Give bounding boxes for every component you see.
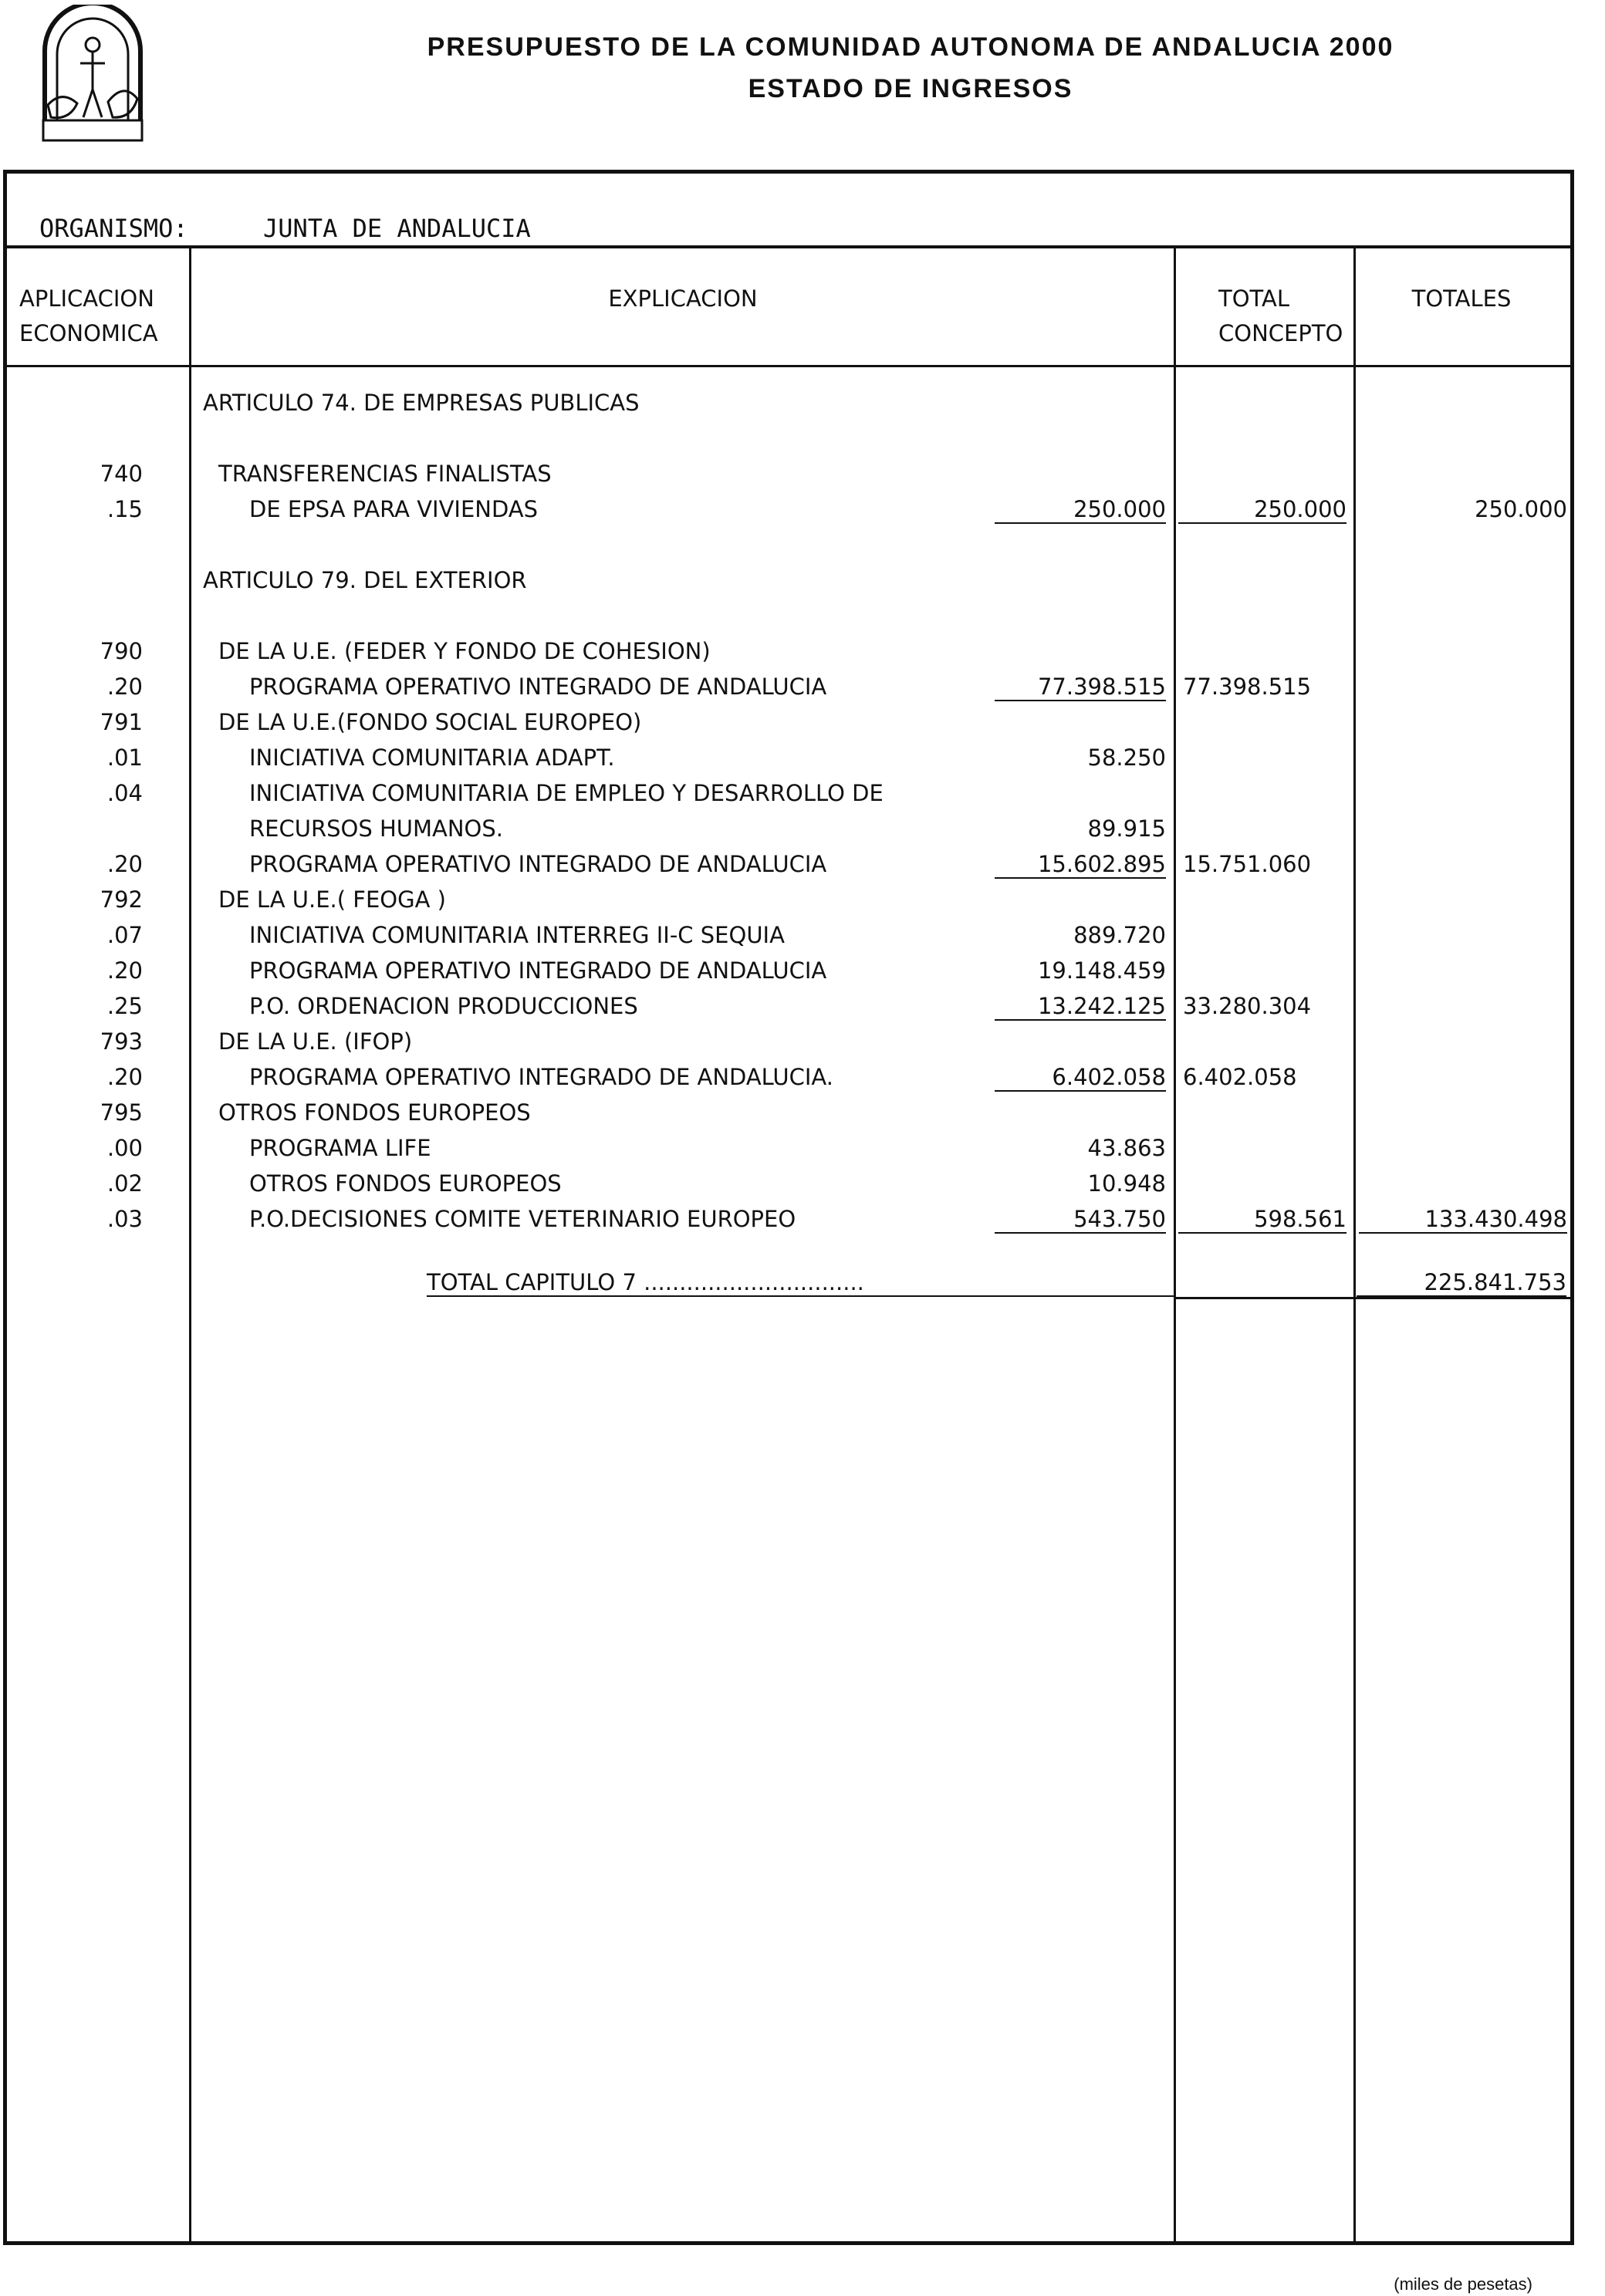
table-body [7, 174, 1570, 2241]
row-description: PROGRAMA OPERATIVO INTEGRADO DE ANDALUCIA [249, 674, 827, 700]
row-description: PROGRAMA LIFE [249, 1135, 431, 1161]
row-description: DE LA U.E.( FEOGA ) [218, 886, 446, 913]
row-code: .15 [106, 496, 143, 522]
row-code: .01 [106, 745, 143, 771]
row-amount: 58.250 [1087, 745, 1166, 771]
row-description: INICIATIVA COMUNITARIA DE EMPLEO Y DESARROLLO DE [249, 780, 884, 806]
column-header-total-concepto: TOTAL CONCEPTO [1218, 285, 1343, 346]
row-code: .20 [106, 1064, 143, 1090]
row-amount: 43.863 [1087, 1135, 1166, 1161]
title-line-1: PRESUPUESTO DE LA COMUNIDAD AUTONOMA DE ANDALUCIA 2000 [427, 32, 1394, 62]
article-heading: ARTICULO 79. DEL EXTERIOR [203, 567, 527, 593]
row-code: .20 [106, 851, 143, 877]
organismo-label: ORGANISMO: [39, 214, 188, 243]
total-capitulo-label: TOTAL CAPITULO 7 ............................... [427, 1269, 1174, 1297]
row-amount: 889.720 [1073, 922, 1166, 948]
row-description: P.O. ORDENACION PRODUCCIONES [249, 993, 638, 1019]
total-capitulo-value: 225.841.753 [1357, 1269, 1566, 1298]
row-description: OTROS FONDOS EUROPEOS [218, 1099, 531, 1126]
document-title [278, 26, 1543, 110]
row-amount: 250.000 [995, 496, 1166, 524]
row-amount: 6.402.058 [995, 1064, 1166, 1092]
article-heading: ARTICULO 74. DE EMPRESAS PUBLICAS [203, 390, 640, 416]
row-total-concepto: 77.398.515 [1183, 674, 1312, 700]
row-code: .04 [106, 780, 143, 806]
row-code: 792 [100, 886, 143, 913]
total-row-rule [1174, 1297, 1570, 1299]
column-header-explicacion: EXPLICACION [608, 285, 758, 312]
row-amount: 13.242.125 [995, 993, 1166, 1021]
title-line-2: ESTADO DE INGRESOS [748, 74, 1073, 103]
row-code: .02 [106, 1170, 143, 1197]
row-description: P.O.DECISIONES COMITE VETERINARIO EUROPEO [249, 1206, 796, 1232]
column-header-aplicacion: APLICACION ECONOMICA [19, 285, 158, 346]
column-header-totales: TOTALES [1411, 285, 1512, 312]
row-amount: 543.750 [995, 1206, 1166, 1234]
row-total-concepto: 15.751.060 [1183, 851, 1312, 877]
row-amount: 15.602.895 [995, 851, 1166, 879]
row-description: DE LA U.E. (IFOP) [218, 1028, 413, 1055]
row-description: DE EPSA PARA VIVIENDAS [249, 496, 539, 522]
row-total-concepto: 250.000 [1178, 496, 1347, 524]
row-description: DE LA U.E.(FONDO SOCIAL EUROPEO) [218, 709, 642, 735]
row-code: 795 [100, 1099, 143, 1126]
row-description: DE LA U.E. (FEDER Y FONDO DE COHESION) [218, 638, 711, 664]
row-description: PROGRAMA OPERATIVO INTEGRADO DE ANDALUCIA [249, 851, 827, 877]
row-total-concepto: 6.402.058 [1183, 1064, 1297, 1090]
row-amount: 19.148.459 [1037, 957, 1166, 984]
row-total: 250.000 [1475, 496, 1567, 522]
row-description: PROGRAMA OPERATIVO INTEGRADO DE ANDALUCIA [249, 957, 827, 984]
andalucia-emblem-logo [23, 5, 162, 144]
row-code: .07 [106, 922, 143, 948]
row-code: 793 [100, 1028, 143, 1055]
row-description: TRANSFERENCIAS FINALISTAS [218, 461, 552, 487]
row-code: .20 [106, 957, 143, 984]
row-code: 740 [100, 461, 143, 487]
row-description: PROGRAMA OPERATIVO INTEGRADO DE ANDALUCIA. [249, 1064, 833, 1090]
row-amount: 77.398.515 [995, 674, 1166, 701]
row-code: 790 [100, 638, 143, 664]
row-description: INICIATIVA COMUNITARIA ADAPT. [249, 745, 615, 771]
row-total: 133.430.498 [1359, 1206, 1567, 1234]
row-description: OTROS FONDOS EUROPEOS [249, 1170, 562, 1197]
budget-table [3, 170, 1574, 2245]
row-code: .25 [106, 993, 143, 1019]
row-description: RECURSOS HUMANOS. [249, 815, 503, 842]
row-amount: 89.915 [1087, 815, 1166, 842]
row-code: 791 [100, 709, 143, 735]
row-amount: 10.948 [1087, 1170, 1166, 1197]
row-total-concepto: 598.561 [1178, 1206, 1347, 1234]
row-code: .20 [106, 674, 143, 700]
row-code: .00 [106, 1135, 143, 1161]
organismo-value: JUNTA DE ANDALUCIA [263, 214, 531, 243]
row-total-concepto: 33.280.304 [1183, 993, 1312, 1019]
row-code: .03 [106, 1206, 143, 1232]
units-note: (miles de pesetas) [1394, 2274, 1532, 2294]
row-description: INICIATIVA COMUNITARIA INTERREG II-C SEQUIA [249, 922, 785, 948]
